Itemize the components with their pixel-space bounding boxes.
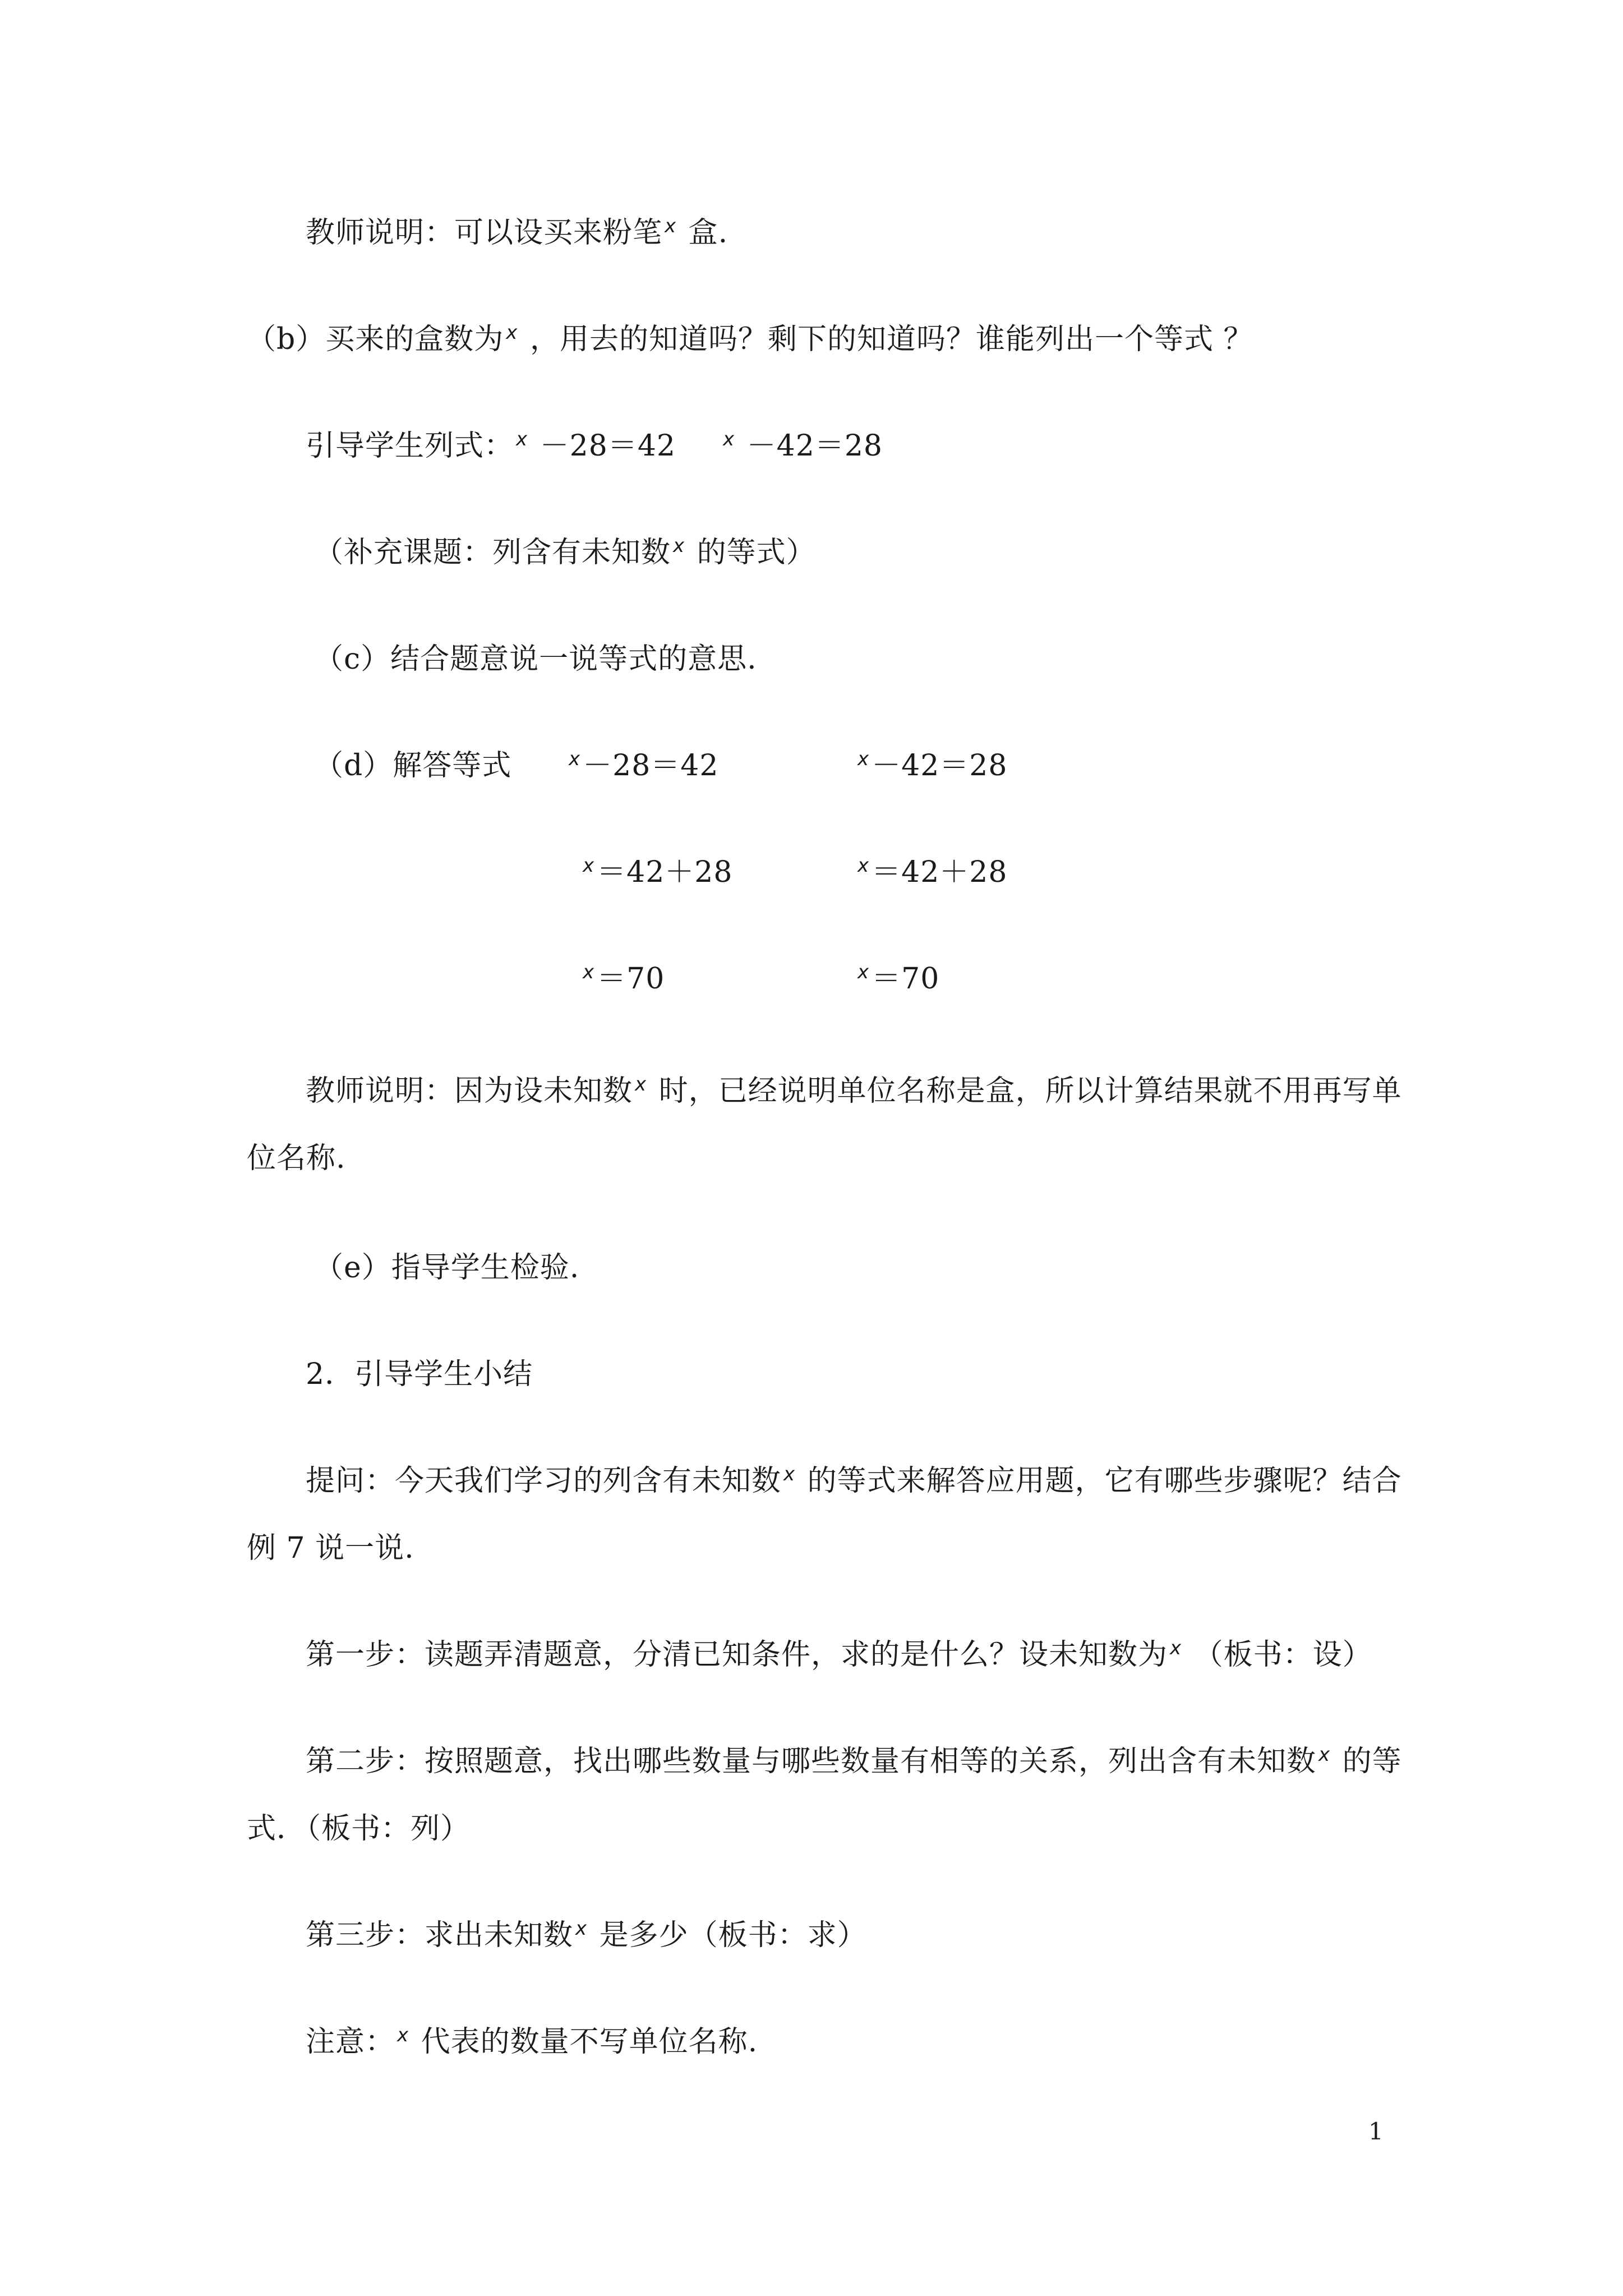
equation-2-step-1: x－42＝28 bbox=[855, 749, 1007, 783]
variable-x: x bbox=[857, 854, 870, 877]
teacher-note-set-variable: 教师说明：可以设买来粉笔 x 盒. bbox=[306, 215, 728, 250]
variable-x: x bbox=[506, 321, 518, 344]
question-b: （b）买来的盒数为 x ，用去的知道吗？剩下的知道吗？谁能列出一个等式 ？ bbox=[247, 321, 1253, 356]
teacher-note-units-cont: 位名称. bbox=[247, 1142, 346, 1175]
variable-x: x bbox=[783, 1463, 796, 1485]
equation-2-result: x＝70 bbox=[855, 962, 939, 996]
variable-x: x bbox=[857, 961, 870, 983]
equation-2-step-2: x＝42＋28 bbox=[855, 855, 1007, 889]
question-steps-cont: 例 7 说一说. bbox=[247, 1531, 414, 1565]
variable-x: x bbox=[583, 854, 595, 877]
variable-x: x bbox=[1170, 1637, 1182, 1659]
variable-x: x bbox=[673, 535, 685, 557]
equation-1-step-2: x＝42＋28 bbox=[580, 855, 732, 889]
variable-x: x bbox=[583, 961, 595, 983]
item-e: （e）指导学生检验. bbox=[314, 1251, 580, 1285]
equation-1-result: x＝70 bbox=[580, 962, 665, 996]
step-two-cont: 式．（板书：列） bbox=[247, 1812, 471, 1846]
note: 注意： x 代表的数量不写单位名称. bbox=[306, 2024, 758, 2059]
variable-x: x bbox=[723, 428, 735, 450]
supplementary-topic: （补充课题：列含有未知数 x 的等式） bbox=[314, 535, 816, 569]
teacher-note-units: 教师说明：因为设未知数 x 时，已经说明单位名称是盒，所以计算结果就不用再写单 bbox=[306, 1073, 1402, 1108]
guide-equations: 引导学生列式： x －28＝42 x －42＝28 bbox=[306, 428, 883, 463]
variable-x: x bbox=[575, 1917, 588, 1940]
equation-1-step-1: x－28＝42 bbox=[566, 749, 718, 783]
item-d-label: （d）解答等式 bbox=[314, 749, 512, 783]
item-c: （c）结合题意说一说等式的意思. bbox=[314, 642, 757, 676]
variable-x: x bbox=[397, 2024, 409, 2046]
section-2-heading: 2．引导学生小结 bbox=[306, 1358, 533, 1391]
step-three: 第三步：求出未知数 x 是多少（板书：求） bbox=[306, 1917, 867, 1952]
variable-x: x bbox=[635, 1073, 647, 1096]
variable-x: x bbox=[1318, 1743, 1331, 1766]
step-one: 第一步：读题弄清题意，分清已知条件，求的是什么？设未知数为 x （板书：设） bbox=[306, 1637, 1372, 1672]
variable-x: x bbox=[516, 428, 528, 450]
question-steps: 提问：今天我们学习的列含有未知数 x 的等式来解答应用题，它有哪些步骤呢？结合 bbox=[306, 1463, 1402, 1498]
variable-x: x bbox=[569, 748, 581, 770]
variable-x: x bbox=[665, 215, 677, 237]
page-number: 1 bbox=[1368, 2118, 1384, 2145]
variable-x: x bbox=[857, 748, 870, 770]
step-two: 第二步：按照题意，找出哪些数量与哪些数量有相等的关系，列出含有未知数 x 的等 bbox=[306, 1743, 1402, 1778]
